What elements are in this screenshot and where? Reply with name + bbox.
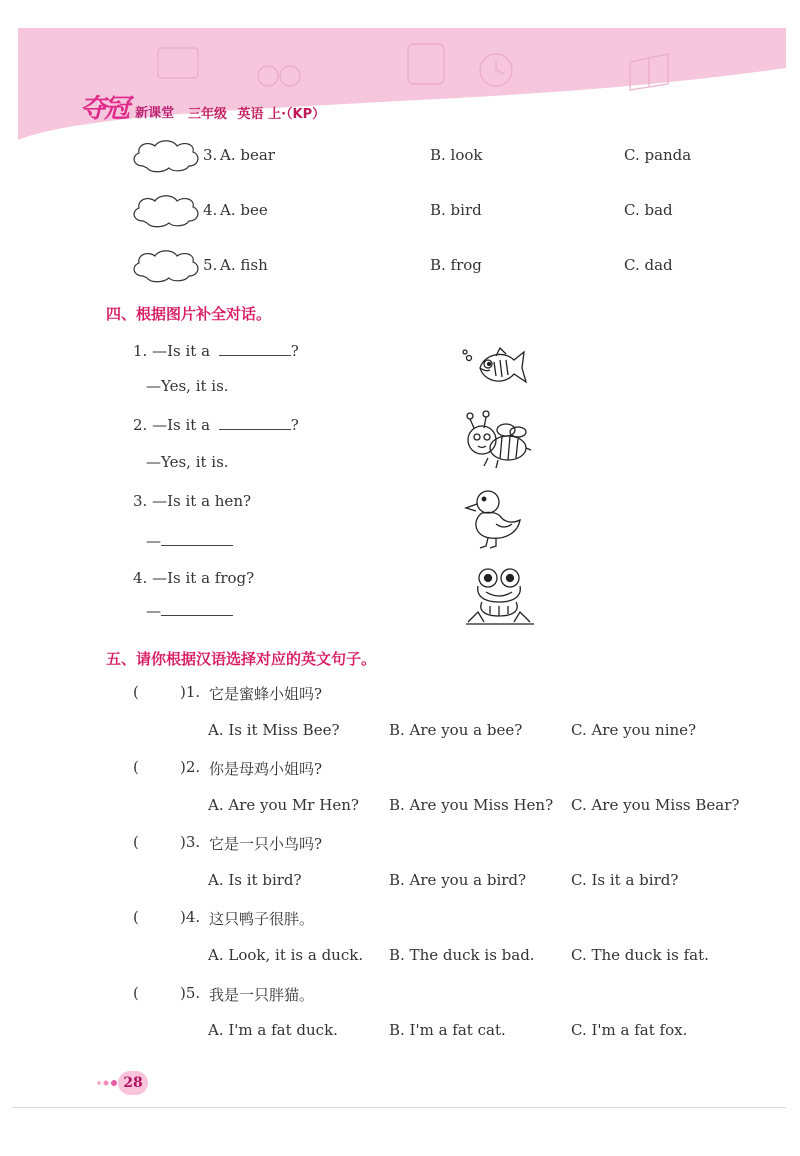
q3-num: 3. [203,146,218,164]
s4-a3-blank[interactable] [161,531,233,546]
s5-q5-option-c: C. I'm a fat fox. [571,1021,688,1039]
s5-q2-num: )2. [180,758,201,776]
q5-num: 5. [203,256,218,274]
s4-a4-blank[interactable] [161,601,233,616]
s4-q3: 3. —Is it a hen? [133,492,252,510]
q3-option-c: C. panda [624,146,692,164]
q3-option-b: B. look [430,146,483,164]
s5-q1-prompt: 它是蜜蜂小姐吗? [209,685,323,703]
s5-q4-prompt: 这只鸭子很胖。 [209,910,315,928]
s4-q2 [133,415,299,434]
s5-q4-paren[interactable]: ( [133,908,139,926]
s5-q4-option-b: B. The duck is bad. [389,946,535,964]
grade-text: 三年级 [188,107,228,122]
s4-a4 [146,601,233,620]
frog-icon [464,566,536,626]
s5-q3-paren[interactable]: ( [133,833,139,851]
q3-option-a: A. bear [220,146,275,164]
s5-q2-paren[interactable]: ( [133,758,139,776]
s5-q4-num: )4. [180,908,201,926]
bee-icon [458,410,532,472]
s4-a2: —Yes, it is. [146,453,229,471]
s5-q3-num: )3. [180,833,201,851]
s4-q2-end: ? [290,416,299,434]
q4-option-b: B. bird [430,201,482,219]
s5-q4-option-a: A. Look, it is a duck. [208,946,364,964]
duck-icon [460,486,524,550]
answer-cloud-4[interactable] [129,193,203,229]
q5-option-a: A. fish [220,256,268,274]
footer-divider [12,1107,786,1108]
s5-q2-option-b: B. Are you Miss Hen? [389,796,554,814]
s5-q1-paren[interactable]: ( [133,683,139,701]
s4-a1: —Yes, it is. [146,377,229,395]
q4-option-a: A. bee [220,201,268,219]
s5-q5-option-b: B. I'm a fat cat. [389,1021,506,1039]
s5-q1-option-c: C. Are you nine? [571,721,697,739]
s4-q1 [133,341,299,360]
s5-q5-paren[interactable]: ( [133,984,139,1002]
s5-q3-option-a: A. Is it bird? [208,871,302,889]
s4-q1-end: ? [290,342,299,360]
s5-q1-num: )1. [180,683,201,701]
s4-a4-dash: — [146,602,161,620]
s4-q2-text: 2. —Is it a [133,416,211,434]
s5-q2-option-c: C. Are you Miss Bear? [571,796,740,814]
section-5-title: 五、请你根据汉语选择对应的英文句子。 [106,650,377,668]
page-number: 28 [118,1071,148,1095]
s5-q1-option-b: B. Are you a bee? [389,721,523,739]
s5-q3-option-b: B. Are you a bird? [389,871,527,889]
s5-q3-prompt: 它是一只小鸟吗? [209,835,323,853]
s5-q5-option-a: A. I'm a fat duck. [208,1021,338,1039]
brand-logo [80,88,174,125]
volume-text: 上·（KP） [268,107,326,122]
page-dots-decoration [96,1076,118,1090]
answer-cloud-3[interactable] [129,138,203,174]
fish-icon [460,344,530,390]
section-4-title: 四、根据图片补全对话。 [106,305,272,323]
s4-q1-text: 1. —Is it a [133,342,211,360]
q4-option-c: C. bad [624,201,673,219]
s4-q1-blank[interactable] [219,341,291,356]
s4-a3-dash: — [146,532,161,550]
s5-q5-prompt: 我是一只胖猫。 [209,986,315,1004]
logo-main-text: 夺冠 [80,94,129,124]
s5-q1-option-a: A. Is it Miss Bee? [208,721,340,739]
s5-q4-option-c: C. The duck is fat. [571,946,709,964]
logo-sub-text: 新课堂 [135,106,175,121]
s5-q5-num: )5. [180,984,201,1002]
s4-a3 [146,531,233,550]
q4-num: 4. [203,201,218,219]
q5-option-c: C. dad [624,256,673,274]
book-info [188,103,325,122]
s4-q4: 4. —Is it a frog? [133,569,255,587]
s5-q2-prompt: 你是母鸡小姐吗? [209,760,323,778]
s5-q2-option-a: A. Are you Mr Hen? [208,796,359,814]
s5-q3-option-c: C. Is it a bird? [571,871,679,889]
q5-option-b: B. frog [430,256,482,274]
s4-q2-blank[interactable] [219,415,291,430]
subject-text: 英语 [237,107,264,122]
answer-cloud-5[interactable] [129,248,203,284]
